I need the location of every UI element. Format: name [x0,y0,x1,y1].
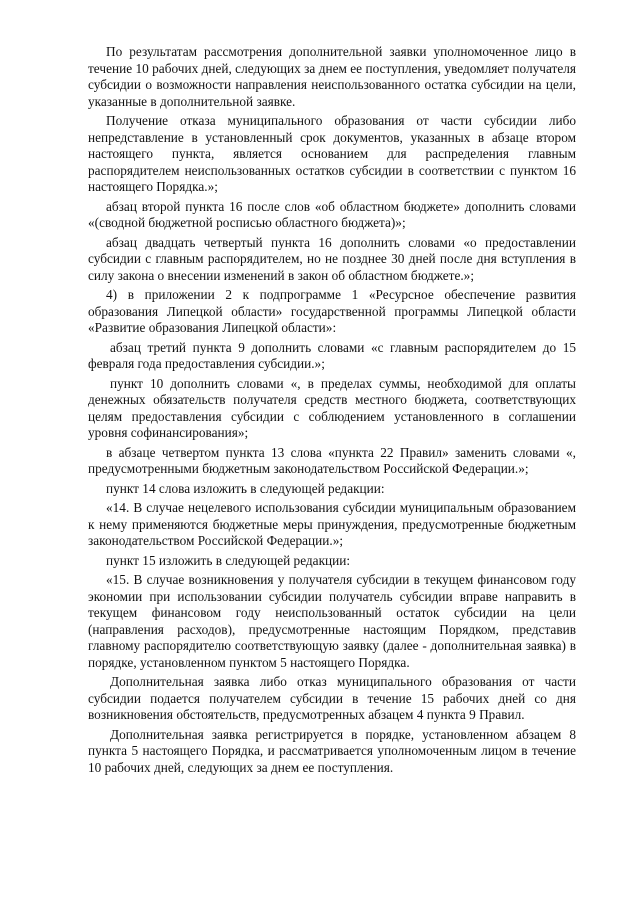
paragraph-point-16-second: абзац второй пункта 16 после слов «об областном бюджете» дополнить словами «(сводной бюджетной росписью областного бюджета)»; [88,198,576,230]
paragraph-additional-request-deadline: Дополнительная заявка либо отказ муниципального образования от части субсидии подается получателем субсидии в течение 15 рабочих дней со дня возникновения обстоятельств, предусмотренных абзацем 4 пункта 9 Правил. [88,674,576,722]
paragraph-point-15-intro: пункт 15 изложить в следующей редакции: [106,552,351,568]
document-page [88,44,576,779]
paragraph-point-13: в абзаце четвертом пункта 13 слова «пункта 22 Правил» заменить словами «, предусмотренными бюджетным законодательством Российской Федерации.»; [88,444,576,476]
paragraph-point-16-twenty-fourth: абзац двадцать четвертый пункта 16 дополнить словами «о предоставлении субсидии с главным распорядителем, но не позднее 30 дней после дня вступления в силу закона о внесении изменений в закон об областном бюджете.»; [88,234,576,283]
paragraph-appendix-2: 4) в приложении 2 к подпрограмме 1 «Ресурсное обеспечение развития образования Липецкой области» государственной программы Липецкой области «Развитие образования Липецкой области»: [88,287,576,335]
paragraph-point-14-intro: пункт 14 слова изложить в следующей редакции: [106,480,385,496]
paragraph-point-14-text: «14. В случае нецелевого использования субсидии муниципальным образованием к нему применяются бюджетные меры принуждения, предусмотренные бюджетным законодательством Российской Федерации.»; [88,500,576,548]
paragraph-point-15-text: «15. В случае возникновения у получателя субсидии в текущем финансовом году экономии при использовании субсидии получатель субсидии вправе направить в текущем финансовом году неиспользованный остаток субсидии на цели (направления расходов), предусмотренные настоящим Порядком, представив главному распорядителю соответствующую заявку (далее - дополнительная заявка) в порядке, установленном пунктом 5 настоящего Порядка. [88,572,576,670]
paragraph-point-10: пункт 10 дополнить словами «, в пределах суммы, необходимой для оплаты денежных обязательств получателя средств местного бюджета, соответствующих целям предоставления субсидии с соблюдением установленного в соглашении уровня софинансирования»; [88,375,576,440]
paragraph-notification: По результатам рассмотрения дополнительной заявки уполномоченное лицо в течение 10 рабочих дней, следующих за днем ее поступления, уведомляет получателя субсидии о возможности направления неиспользованного остатка субсидии на цели, указанные в дополнительной заявке. [88,44,576,109]
paragraph-additional-request-registration: Дополнительная заявка регистрируется в порядке, установленном абзацем 8 пункта 5 настоящего Порядка, и рассматривается уполномоченным лицом в течение 10 рабочих дней, следующих за днем ее поступления. [88,726,576,775]
paragraph-refusal-basis: Получение отказа муниципального образования от части субсидии либо непредставление в установленный срок документов, указанных в абзаце втором настоящего пункта, является основанием для распределения главным распорядителем неиспользованных остатков субсидии в соответствии с пунктом 16 настоящего Порядка.»; [88,113,576,194]
paragraph-point-9: абзац третий пункта 9 дополнить словами «с главным распорядителем до 15 февраля года предоставления субсидии.»; [88,339,576,371]
